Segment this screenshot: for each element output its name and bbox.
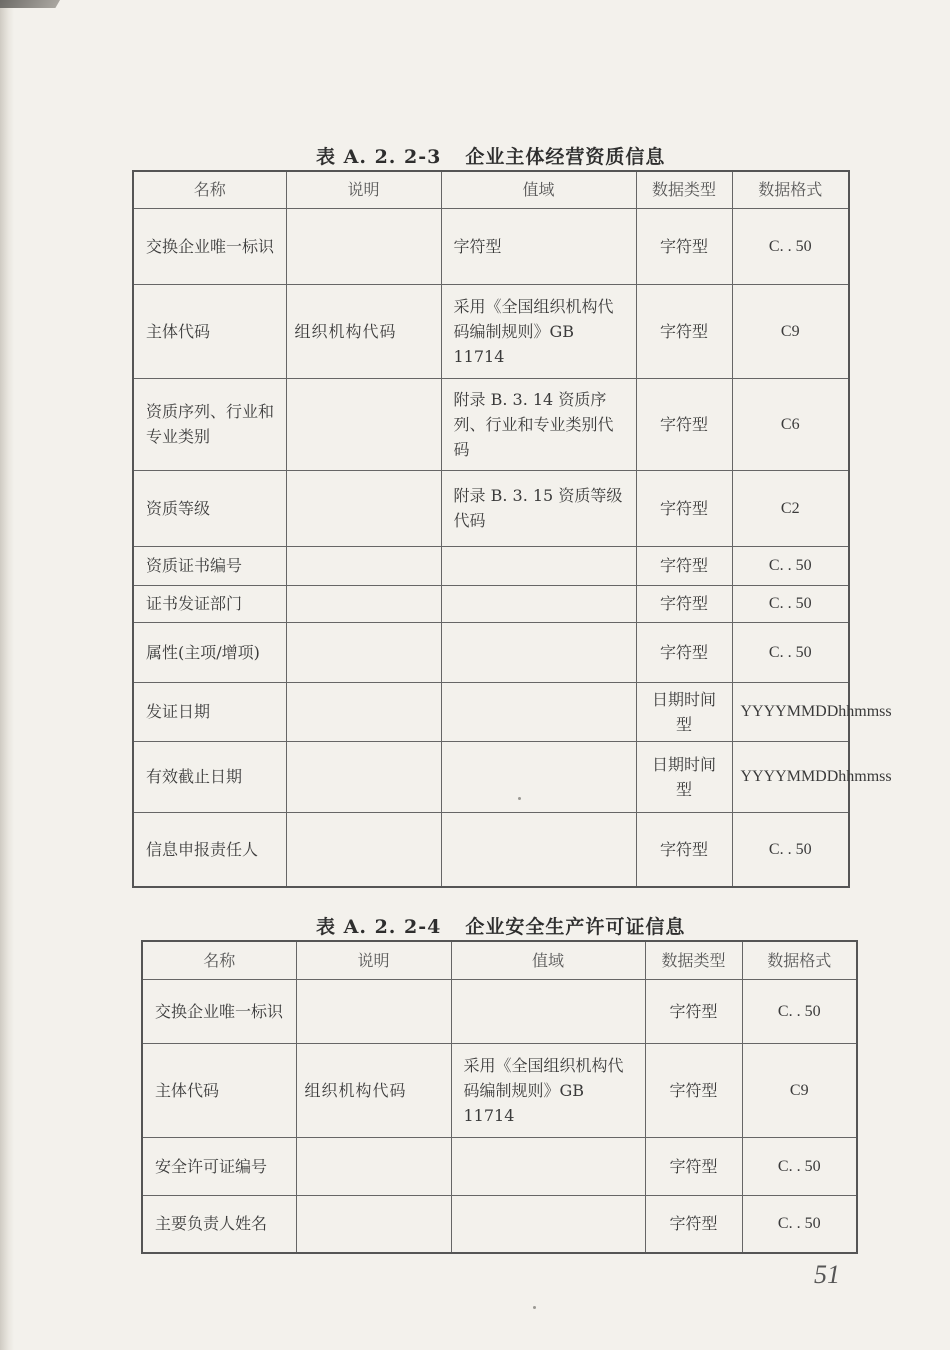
row-format: C. . 50 <box>732 208 849 284</box>
row-type: 字符型 <box>636 284 732 378</box>
row-format: C6 <box>732 378 849 470</box>
table2-caption <box>316 912 685 939</box>
table2-header-type: 数据类型 <box>645 941 742 979</box>
table-row <box>133 622 849 682</box>
table-row <box>133 812 849 887</box>
row-name: 资质等级 <box>133 470 286 546</box>
row-domain: 附录 B. 3. 15 资质等级代码 <box>441 470 636 546</box>
table-row <box>133 741 849 812</box>
row-domain: 字符型 <box>441 208 636 284</box>
row-desc <box>286 622 441 682</box>
row-name: 资质序列、行业和专业类别 <box>133 378 286 470</box>
row-desc <box>286 741 441 812</box>
table2-header-desc: 说明 <box>296 941 451 979</box>
table1-header-row <box>133 171 849 208</box>
row-desc <box>296 1137 451 1195</box>
row-domain <box>441 622 636 682</box>
table1-header-domain: 值域 <box>441 171 636 208</box>
table1-caption <box>316 142 665 169</box>
table2-header-domain: 值域 <box>451 941 645 979</box>
row-format: C. . 50 <box>742 1195 857 1253</box>
table1-header-type: 数据类型 <box>636 171 732 208</box>
row-name: 主要负责人姓名 <box>142 1195 296 1253</box>
table-row <box>142 979 857 1043</box>
table-row <box>133 284 849 378</box>
row-name: 信息申报责任人 <box>133 812 286 887</box>
row-desc <box>286 682 441 741</box>
table1 <box>132 170 892 888</box>
row-type: 字符型 <box>645 1137 742 1195</box>
table1-header-name: 名称 <box>133 171 286 208</box>
row-desc <box>296 1195 451 1253</box>
table-row <box>133 546 849 585</box>
table-row <box>133 470 849 546</box>
table2-header-name: 名称 <box>142 941 296 979</box>
table-row <box>142 1137 857 1195</box>
table-row <box>133 682 849 741</box>
row-format: C. . 50 <box>732 812 849 887</box>
row-format: C. . 50 <box>742 979 857 1043</box>
row-desc <box>286 812 441 887</box>
row-name: 有效截止日期 <box>133 741 286 812</box>
row-name: 交换企业唯一标识 <box>133 208 286 284</box>
table-row <box>133 585 849 622</box>
row-desc: 组织机构代码 <box>286 284 441 378</box>
table2-header-format: 数据格式 <box>742 941 857 979</box>
row-domain <box>441 741 636 812</box>
row-type: 日期时间型 <box>636 741 732 812</box>
row-domain <box>451 979 645 1043</box>
row-name: 发证日期 <box>133 682 286 741</box>
row-type: 字符型 <box>645 979 742 1043</box>
page-number: 51 <box>814 1260 840 1289</box>
table1-title: 企业主体经营资质信息 <box>465 146 666 168</box>
row-desc <box>296 979 451 1043</box>
row-type: 字符型 <box>645 1195 742 1253</box>
paper-speck <box>533 1306 536 1309</box>
row-format: C9 <box>732 284 849 378</box>
row-desc <box>286 470 441 546</box>
row-format: C2 <box>732 470 849 546</box>
table2-title: 企业安全生产许可证信息 <box>465 916 686 938</box>
row-name: 主体代码 <box>133 284 286 378</box>
row-type: 字符型 <box>636 208 732 284</box>
row-type: 字符型 <box>636 470 732 546</box>
row-name: 证书发证部门 <box>133 585 286 622</box>
row-type: 字符型 <box>636 585 732 622</box>
row-format: C. . 50 <box>732 622 849 682</box>
corner-mark <box>0 0 60 8</box>
table2-header-row <box>142 941 857 979</box>
row-type: 日期时间型 <box>636 682 732 741</box>
table-row <box>142 1195 857 1253</box>
row-desc <box>286 585 441 622</box>
row-domain <box>441 812 636 887</box>
row-domain <box>451 1137 645 1195</box>
row-domain <box>441 682 636 741</box>
row-type: 字符型 <box>636 812 732 887</box>
row-name: 安全许可证编号 <box>142 1137 296 1195</box>
row-domain: 采用《全国组织机构代码编制规则》GB 11714 <box>451 1043 645 1137</box>
row-name: 主体代码 <box>142 1043 296 1137</box>
row-format: YYYYMMDDhhmmss <box>732 741 849 812</box>
row-desc <box>286 208 441 284</box>
table-row <box>142 1043 857 1137</box>
row-domain: 附录 B. 3. 14 资质序列、行业和专业类别代码 <box>441 378 636 470</box>
row-name: 资质证书编号 <box>133 546 286 585</box>
row-desc: 组织机构代码 <box>296 1043 451 1137</box>
table-row <box>133 378 849 470</box>
row-desc <box>286 378 441 470</box>
paper-speck <box>518 797 521 800</box>
row-format: C. . 50 <box>742 1137 857 1195</box>
row-name: 属性(主项/增项) <box>133 622 286 682</box>
table1-number: 表 A. 2. 2-3 <box>316 146 442 168</box>
table1-header-desc: 说明 <box>286 171 441 208</box>
table2-number: 表 A. 2. 2-4 <box>316 916 442 938</box>
row-type: 字符型 <box>645 1043 742 1137</box>
row-format: C. . 50 <box>732 546 849 585</box>
row-domain: 采用《全国组织机构代码编制规则》GB 11714 <box>441 284 636 378</box>
row-type: 字符型 <box>636 546 732 585</box>
row-type: 字符型 <box>636 622 732 682</box>
row-format: C. . 50 <box>732 585 849 622</box>
row-domain <box>441 546 636 585</box>
row-desc <box>286 546 441 585</box>
table-row <box>133 208 849 284</box>
page-binding-edge <box>0 0 14 1350</box>
table1-header-format: 数据格式 <box>732 171 849 208</box>
row-format: YYYYMMDDhhmmss <box>732 682 849 741</box>
row-format: C9 <box>742 1043 857 1137</box>
table2 <box>141 940 858 1254</box>
row-domain <box>451 1195 645 1253</box>
row-name: 交换企业唯一标识 <box>142 979 296 1043</box>
row-type: 字符型 <box>636 378 732 470</box>
row-domain <box>441 585 636 622</box>
